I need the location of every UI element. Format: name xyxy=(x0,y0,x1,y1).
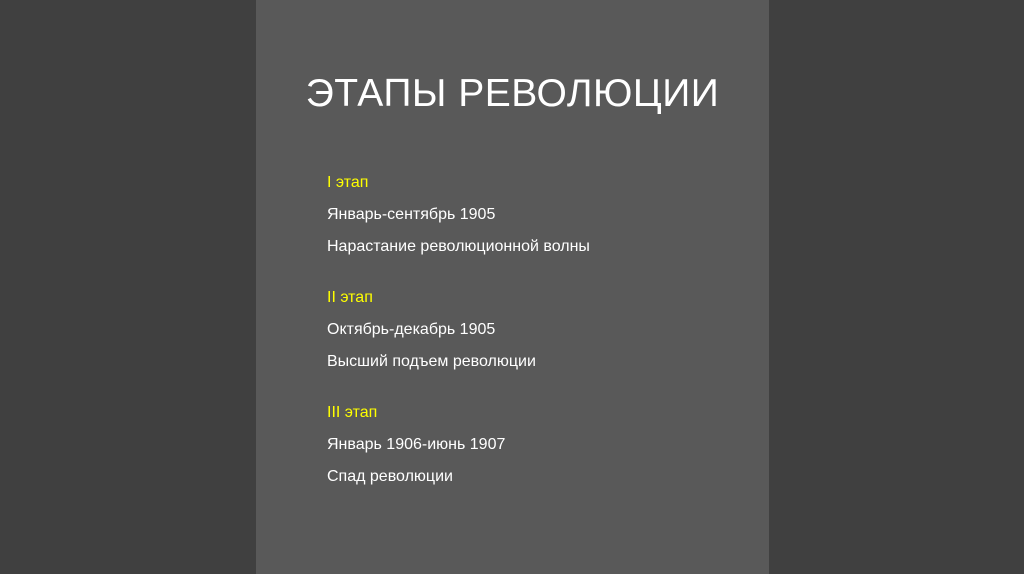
stage-dates: Январь 1906-июнь 1907 xyxy=(327,436,506,453)
stages-list xyxy=(327,172,747,517)
stage-description: Спад революции xyxy=(327,468,453,485)
stage-description: Высший подъем революции xyxy=(327,353,536,370)
stage-heading: III этап xyxy=(327,404,378,421)
stage-1 xyxy=(327,172,747,257)
stage-heading: I этап xyxy=(327,174,369,191)
stage-description: Нарастание революционной волны xyxy=(327,238,590,255)
stage-dates: Январь-сентябрь 1905 xyxy=(327,206,496,223)
stage-dates: Октябрь-декабрь 1905 xyxy=(327,321,496,338)
stage-3 xyxy=(327,402,747,487)
stage-heading: II этап xyxy=(327,289,373,306)
stage-2 xyxy=(327,287,747,372)
slide-title: ЭТАПЫ РЕВОЛЮЦИИ xyxy=(305,72,720,115)
slide xyxy=(256,0,769,574)
